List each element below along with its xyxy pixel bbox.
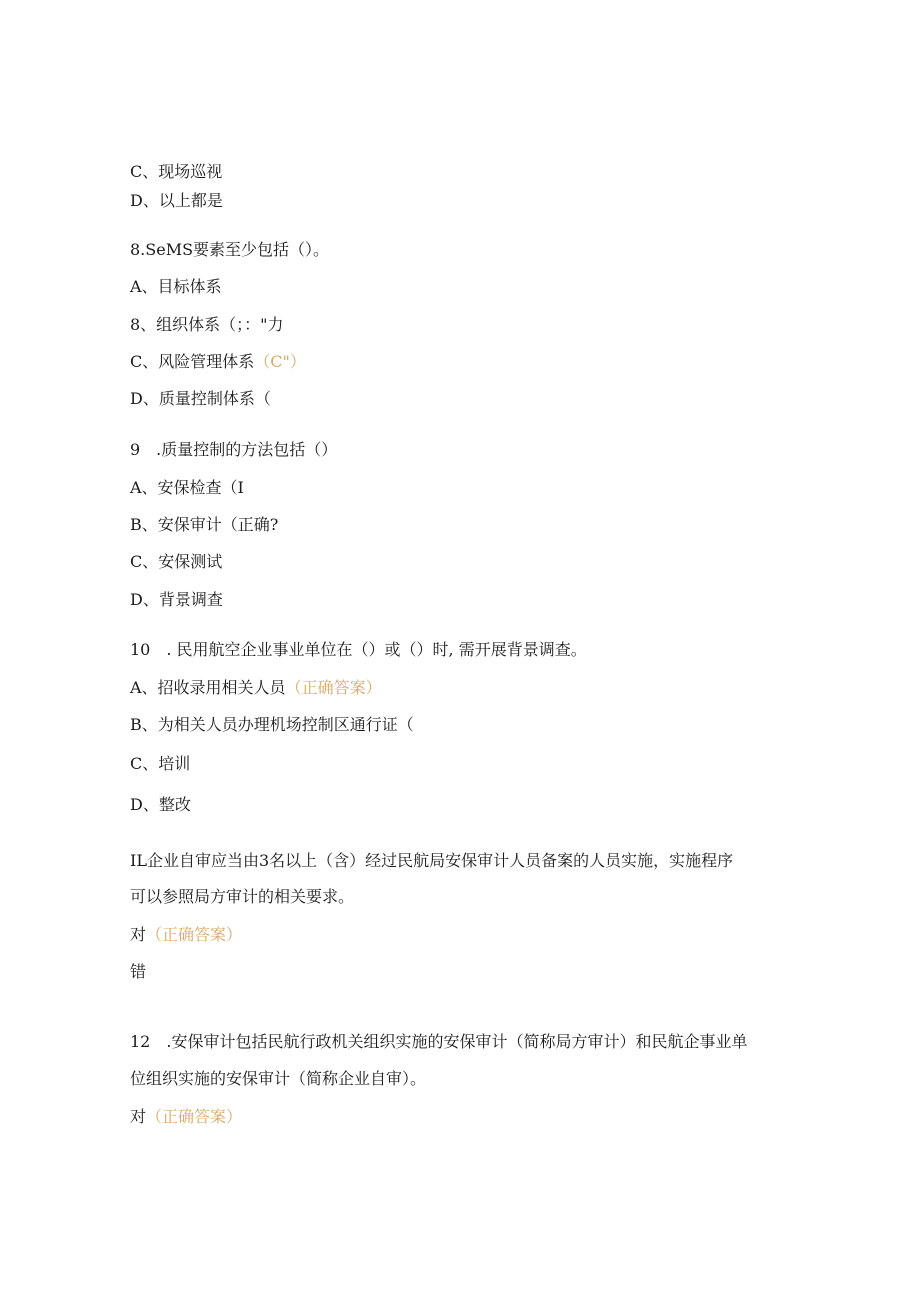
q7-option-d: D、以上都是 bbox=[130, 191, 223, 210]
q8-option-c-text: C、风险管理体系 bbox=[130, 352, 255, 371]
q9-question: 9 .质量控制的方法包括（） bbox=[130, 440, 338, 459]
q11-question-line1: IL企业自审应当由3名以上（含）经过民航局安保审计人员备案的人员实施，实施程序 bbox=[130, 851, 734, 870]
q10-option-d: D、整改 bbox=[130, 795, 191, 814]
q11-option-true-text: 对 bbox=[130, 925, 147, 944]
q9-option-d: D、背景调查 bbox=[130, 590, 223, 609]
q9-option-a: A、安保检查（I bbox=[130, 478, 244, 497]
q10-question: 10 . 民用航空企业事业单位在（）或（）时, 需开展背景调查。 bbox=[130, 640, 587, 659]
q9-option-b: B、安保审计（正确? bbox=[130, 515, 279, 534]
q11-option-true-answer-mark: （正确答案） bbox=[146, 925, 243, 944]
q12-option-true bbox=[130, 1107, 242, 1127]
q10-option-a-answer-mark: （正确答案） bbox=[285, 678, 382, 697]
q8-option-c-answer-mark: （C"） bbox=[254, 352, 306, 371]
q11-option-false: 错 bbox=[130, 962, 147, 981]
q8-option-a: A、目标体系 bbox=[130, 277, 222, 296]
q10-option-b: B、为相关人员办理机场控制区通行证（ bbox=[130, 715, 414, 734]
q12-option-true-text: 对 bbox=[130, 1107, 147, 1126]
q8-option-d: D、质量控制体系（ bbox=[130, 389, 271, 408]
q12-option-true-answer-mark: （正确答案） bbox=[146, 1107, 243, 1126]
q11-question-line2: 可以参照局方审计的相关要求。 bbox=[130, 887, 355, 906]
q11-option-true bbox=[130, 925, 242, 945]
q10-option-a bbox=[130, 678, 382, 698]
q8-question: 8.SeMS要素至少包括（）。 bbox=[130, 240, 330, 259]
q8-option-c bbox=[130, 352, 306, 372]
q7-option-c: C、现场巡视 bbox=[130, 162, 223, 181]
q9-option-c: C、安保测试 bbox=[130, 552, 223, 571]
q8-option-b: 8、组织体系（；："力 bbox=[130, 315, 284, 334]
q10-option-a-text: A、招收录用相关人员 bbox=[130, 678, 286, 697]
q12-question-line2: 位组织实施的安保审计（简称企业自审）。 bbox=[130, 1069, 427, 1088]
q12-question-line1: 12 .安保审计包括民航行政机关组织实施的安保审计（简称局方审计）和民航企事业单 bbox=[130, 1032, 748, 1051]
q10-option-c: C、培训 bbox=[130, 754, 191, 773]
